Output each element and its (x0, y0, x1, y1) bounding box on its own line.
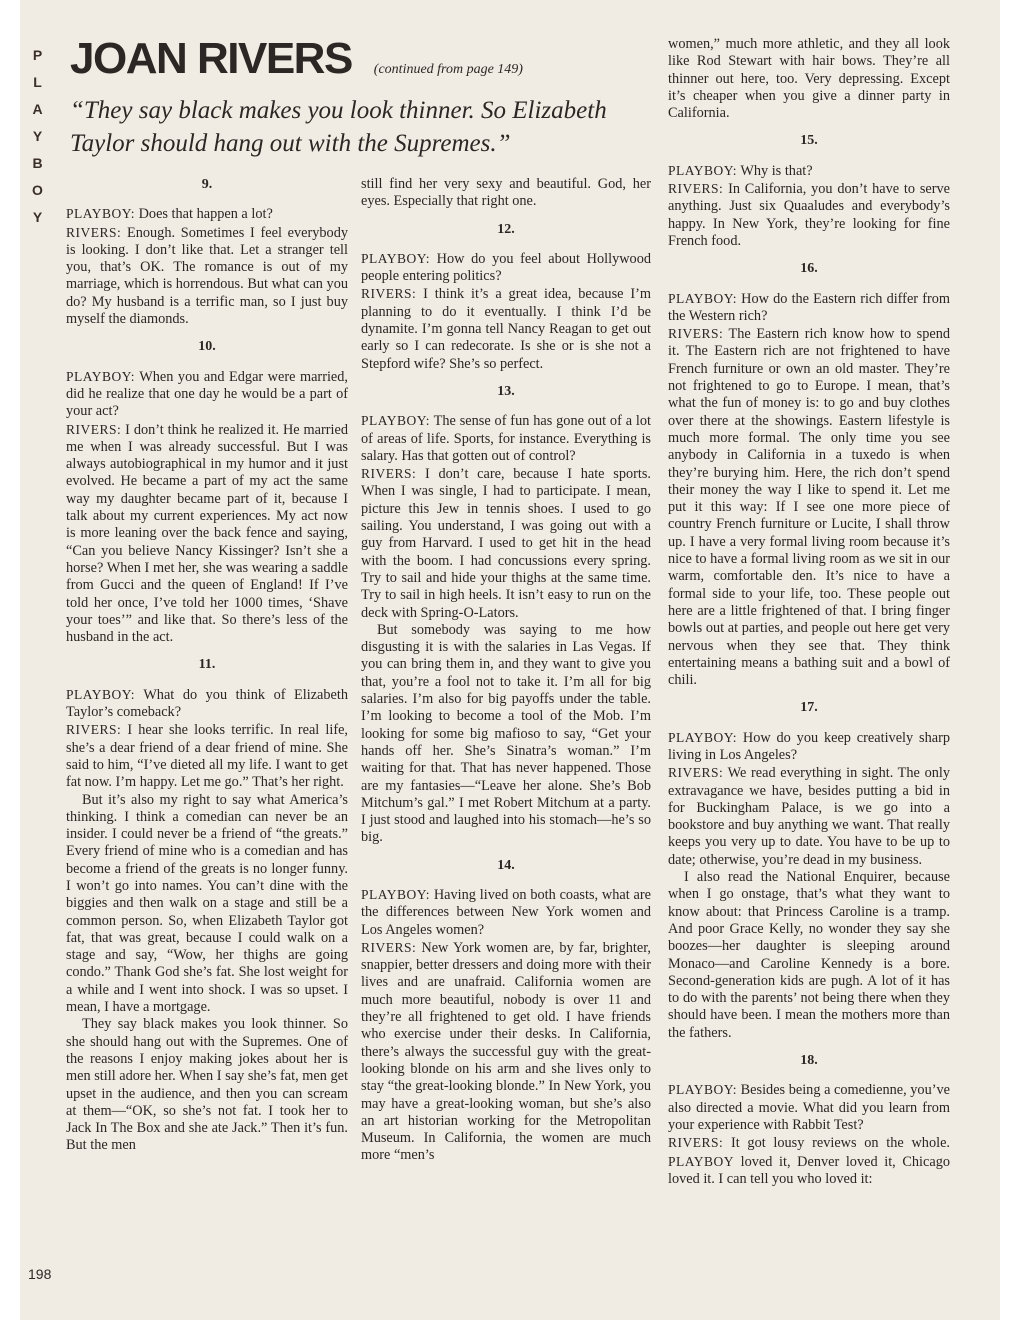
qa-paragraph (66, 686, 348, 722)
text-column-1 (66, 176, 348, 1155)
magazine-name-letter: A (32, 101, 44, 117)
qa-paragraph (668, 290, 950, 326)
speaker-label: PLAYBOY: (361, 250, 431, 266)
article-headline (70, 34, 660, 94)
body-paragraph: They say black makes you look thinner. So she should hang out with the Supremes. One of the reasons I enjoy making jokes about her is men still adore her. When I say she’s fat, men get upset in the audience, and then you can scream at them—“OK, so she’s not fat. I took her to Jack In The Box and she ate Jack.” Then it’s fun. But the men (66, 1016, 348, 1154)
paragraph-text: How do the Eastern rich differ from the Western rich? (668, 290, 950, 324)
speaker-label: RIVERS: (66, 722, 122, 738)
headline-name: JOAN RIVERS (70, 34, 352, 83)
qa-paragraph (668, 729, 950, 765)
paragraph-text: The sense of fun has gone out of a lot of areas of life. Sports, for instance. Everything is salary. Has that gotten out of control? (361, 413, 651, 464)
qa-paragraph (66, 224, 348, 329)
speaker-label: PLAYBOY: (668, 729, 738, 745)
speaker-label: RIVERS: (668, 181, 724, 197)
text-column-3 (668, 36, 950, 1188)
paragraph-text: Having lived on both coasts, what are the differences between New York women and Los Angeles women? (361, 886, 651, 938)
magazine-name-letter: P (32, 47, 44, 63)
paragraph-text: We read everything in sight. The only extravagance we have, besides putting a bid in for Buckingham Palace, is we go into a bookstore and buy anything we want. That really keeps you very up to date. You have to be up to date; otherwise, you’re dead in my business. (668, 765, 950, 868)
speaker-label: RIVERS: (668, 765, 724, 781)
qa-paragraph (361, 250, 651, 286)
section-number: 12. (497, 221, 515, 237)
paragraph-text: When you and Edgar were married, did he realize that one day he would be a part of your act? (66, 368, 348, 420)
speaker-label: PLAYBOY: (361, 413, 431, 429)
continued-from-note: (continued from page 149) (373, 62, 523, 77)
section-number: 10. (198, 339, 216, 355)
body-paragraph: But it’s also my right to say what America’s thinking. I think a comedian can never be an insider. I could never be a friend of “the greats.” Every friend of mine who is a comedian and has become a friend of the greats is no longer funny. I won’t go into names. You can’t dine with the biggies and then walk on a stage and still be a common person. So, when Elizabeth Taylor got fat, that was great, because I could walk on a stage and say, “Wow, her thighs are going condo.” Thank God she’s fat. She lost weight for a while and I went into shock. I was so upset. I mean, I have a mortgage. (66, 791, 348, 1016)
paragraph-text: How do you feel about Hollywood people entering politics? (361, 250, 651, 285)
paragraph-text: I don’t think he realized it. He married me when I was already successful. But I was always autobiographical in my humor and it just evolved. He became a part of my act the same way my daughter became part of it, because I talk about my current experiences. My act now is more leaning over the back fence and saying, “Can you believe Nancy Kissinger? Isn’t she a horse? When I met her, she was wearing a saddle from Gucci and the queen of England! If I’ve told her once, I’ve told her 1000 times, ‘Shave your toes’” and like that. So there’s less of the husband in the act. (66, 421, 348, 646)
paragraph-text: The Eastern rich know how to spend it. The Eastern rich are not frightened to have French furniture or own an old master. They’re not frightened to go to Europe. I mean, that’s what the fun of money is: to go and buy clothes over there at the showings. Eastern lifestyle is much more formal. The only time you see anybody in California in a tuxedo is when they’re burying him. Here, the rich don’t spend their money the way I like to spend it. Let me put it this way: If I see one more piece of country French furniture or Lucite, I shall throw up. I have a very formal living room because it’s nice to have a formal living room as we sit in our warm, comfortable den. It’s nice to have a formal side to your life, too. These people out here are a little frightened of that. I bring finger bowls out at parties, and people out here get very nervous when they see that. They think entertaining means a bathing suit and a bowl of chili. (668, 326, 950, 689)
magazine-name-vertical (28, 42, 48, 231)
speaker-label: RIVERS: (361, 286, 417, 302)
section-number: 13. (497, 383, 515, 399)
speaker-label: RIVERS: (66, 224, 122, 240)
speaker-label: PLAYBOY: (361, 886, 431, 902)
qa-paragraph (668, 325, 950, 689)
qa-paragraph (361, 939, 651, 1165)
continued-paragraph: still find her very sexy and beautiful. God, her eyes. Especially that right one. (361, 176, 651, 210)
text-column-2 (361, 176, 651, 1165)
magazine-page (20, 0, 1000, 1320)
magazine-name-letter: B (32, 155, 44, 171)
paragraph-text: Besides being a comedienne, you’ve also directed a movie. What did you learn from your experience with Rabbit Test? (668, 1082, 950, 1133)
speaker-label: PLAYBOY: (668, 162, 738, 178)
speaker-label: PLAYBOY: (66, 686, 136, 702)
section-number: 18. (800, 1053, 818, 1069)
paragraph-text: Does that happen a lot? (135, 206, 273, 223)
magazine-name-letter: Y (32, 209, 44, 225)
section-number: 15. (800, 133, 818, 149)
speaker-label: RIVERS: (361, 939, 417, 955)
speaker-label: PLAYBOY: (66, 368, 136, 384)
qa-paragraph (361, 465, 651, 622)
qa-paragraph (361, 285, 651, 372)
paragraph-text: I hear she looks terrific. In real life, she’s a dear friend of a dear friend of mine. She said to him, “I’ve dieted all my life. I want to get fat now. I’m happy. Let me go.” That’s her right. (66, 722, 348, 791)
qa-paragraph (66, 205, 348, 223)
qa-paragraph (66, 421, 348, 647)
page-number: 198 (28, 1266, 52, 1282)
section-number: 16. (800, 261, 818, 277)
speaker-label: RIVERS: (668, 1135, 724, 1151)
qa-paragraph (668, 180, 950, 250)
paragraph-text: In California, you don’t have to serve anything. Just six Quaaludes and everybody’s happy. In New York, they’re looking for fine French food. (668, 181, 950, 249)
qa-paragraph (66, 368, 348, 421)
paragraph-text: How do you keep creatively sharp living in Los Angeles? (668, 729, 950, 763)
qa-paragraph (668, 1134, 950, 1188)
magazine-name-letter: Y (32, 128, 44, 144)
qa-paragraph (668, 1081, 950, 1134)
paragraph-text: I think it’s a great idea, because I’m planning to do it eventually. I think I’d be dynamite. I’m gonna tell Nancy Reagan to get out early so I can redecorate. Is she or is she not a Stepford wife? She’s so perfect. (361, 286, 651, 372)
pull-quote: “They say black makes you look thinner. So Elizabeth Taylor should hang out with the Supremes.” (70, 97, 607, 157)
continued-paragraph: women,” much more athletic, and they all look like Rod Stewart with hair bows. They’re all thinner out here, too. Very depressing. Except it’s cheaper when you give a dinner party in California. (668, 36, 950, 122)
paragraph-text: loved it, Denver loved it, Chicago loved it. I can tell you who loved it: (668, 1153, 950, 1187)
section-number: 11. (198, 657, 216, 673)
speaker-label: PLAYBOY: (668, 1082, 738, 1098)
paragraph-text: Enough. Sometimes I feel everybody is looking. I don’t like that. Let a stranger tell you, that’s OK. The romance is out of my marriage, which is horrendous. But what can you do? My husband is a terrific man, so I just buy myself the diamonds. (66, 224, 348, 328)
speaker-label: PLAYBOY: (66, 206, 136, 222)
qa-paragraph (361, 886, 651, 939)
section-number: 9. (201, 177, 213, 192)
body-paragraph: I also read the National Enquirer, because when I go onstage, that’s what they want to know about: that Princess Caroline is a tramp. And poor Grace Kelly, no wonder they say she boozes—her daughter is sleeping around Monaco—and Caroline Kennedy is a bore. Second-generation kids are pugh. A lot of it has to do with the parents’ not being there when they should have been. I mean the mothers more than the fathers. (668, 869, 950, 1041)
magazine-name-letter: O (32, 182, 44, 198)
qa-paragraph (66, 721, 348, 791)
section-number: 14. (497, 857, 515, 873)
speaker-label: PLAYBOY: (668, 290, 738, 306)
paragraph-text: Why is that? (737, 162, 813, 179)
body-paragraph: But somebody was saying to me how disgusting it is with the salaries in Las Vegas. If you can bring them in, and they want to give you that, you’re a fool not to take it. I’m all for big salaries. I’m also for big payoffs under the table. I’m looking to become a tool of the Mob. I’m looking for some big mafioso to say, “Get your hands off her. She’s Sinatra’s woman.” I’m waiting for that. That has never happened. Those are my fantasies—“Leave her alone. She’s Bob Mitchum’s gal.” I met Robert Mitchum at a party. I just stood and laughed into his stomach—he’s so big. (361, 621, 651, 846)
qa-paragraph (668, 764, 950, 869)
speaker-label: RIVERS: (66, 421, 122, 437)
paragraph-text: What do you think of Elizabeth Taylor’s comeback? (66, 686, 348, 721)
speaker-label: PLAYBOY (668, 1153, 735, 1169)
magazine-name-letter: L (33, 74, 43, 90)
section-number: 17. (800, 700, 818, 716)
qa-paragraph (361, 412, 651, 465)
paragraph-text: New York women are, by far, brighter, snappier, better dressers and doing more with their lives and are unafraid. California women are much more beautiful, nobody is over 11 and they’re all frightened to get old. I have friends who exercise under their desks. In California, there’s always the successful guy with the great-looking blonde on his arm and she lives only to stay “the great-looking blonde.” In New York, you may have a great-looking woman, but she’s also an art historian working for the Metropolitan Museum. In California, the women are much more “men’s (361, 939, 651, 1164)
speaker-label: RIVERS: (668, 326, 724, 342)
speaker-label: RIVERS: (361, 466, 417, 482)
paragraph-text: I don’t care, because I hate sports. When I was single, I had to participate. I mean, picture this Jew in tennis shoes. I used to go sailing. You understand, I was going out with a guy from Harvard. I used to get hit in the head with the boom. I had concussions every spring. Try to sail and hide your thighs at the same time. Try to sail in high heels. It isn’t easy to run on the deck with Spring-O-Lators. (361, 466, 651, 621)
qa-paragraph (668, 162, 950, 180)
paragraph-text: It got lousy reviews on the whole. (723, 1135, 950, 1152)
